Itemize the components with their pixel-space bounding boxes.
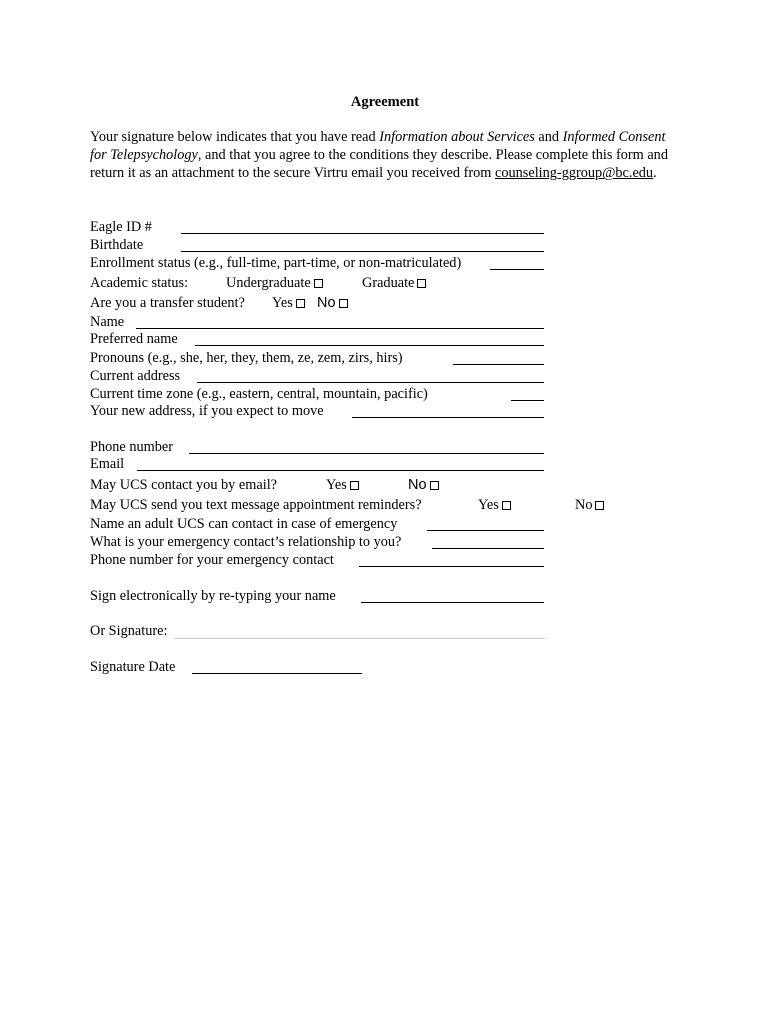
telepsychology-doc-title: Informed Consent for Telepsychology bbox=[90, 129, 666, 164]
sign-electronic-label: Sign electronically by re-typing your name bbox=[90, 588, 336, 604]
phone-field[interactable] bbox=[189, 453, 544, 454]
counseling-email-link[interactable]: counseling-ggroup@bc.edu bbox=[495, 165, 654, 182]
signature-date-field[interactable] bbox=[192, 673, 362, 674]
services-doc-title: Information about Services bbox=[379, 129, 535, 145]
transfer-label: Are you a transfer student? bbox=[90, 295, 245, 311]
intro-text-4: . bbox=[653, 165, 657, 182]
eagle-id-label: Eagle ID # bbox=[90, 219, 152, 235]
academic-status-label: Academic status: bbox=[90, 275, 189, 291]
email-label: Email bbox=[90, 456, 125, 472]
name-field[interactable] bbox=[136, 328, 544, 329]
text-no-checkbox[interactable] bbox=[595, 501, 604, 510]
graduate-option[interactable] bbox=[362, 274, 426, 292]
undergraduate-option[interactable] bbox=[226, 274, 323, 292]
transfer-no-option[interactable] bbox=[317, 294, 348, 312]
new-address-field[interactable] bbox=[352, 417, 544, 418]
emergency-name-field[interactable] bbox=[427, 530, 544, 531]
time-zone-label: Current time zone (e.g., eastern, central, mountain, pacific) bbox=[90, 386, 428, 402]
time-zone-field[interactable] bbox=[511, 400, 544, 401]
text-yes-label: Yes bbox=[478, 497, 499, 513]
transfer-no-checkbox[interactable] bbox=[339, 299, 348, 308]
graduate-label: Graduate bbox=[362, 275, 415, 291]
page-title: Agreement bbox=[350, 94, 420, 110]
text-reminders-label: May UCS send you text message appointment reminders? bbox=[90, 497, 422, 513]
contact-email-yes-checkbox[interactable] bbox=[350, 481, 359, 490]
preferred-name-field[interactable] bbox=[195, 345, 544, 346]
undergraduate-label: Undergraduate bbox=[226, 275, 311, 291]
contact-email-yes-label: Yes bbox=[326, 477, 347, 493]
text-no-option[interactable] bbox=[575, 496, 604, 514]
phone-label: Phone number bbox=[90, 439, 173, 455]
enrollment-status-field[interactable] bbox=[490, 269, 544, 270]
contact-email-no-label: No bbox=[408, 477, 427, 493]
birthdate-field[interactable] bbox=[181, 251, 544, 252]
eagle-id-field[interactable] bbox=[181, 233, 544, 234]
transfer-yes-checkbox[interactable] bbox=[296, 299, 305, 308]
contact-email-yes-option[interactable] bbox=[326, 476, 359, 494]
current-address-field[interactable] bbox=[197, 382, 544, 383]
contact-email-no-checkbox[interactable] bbox=[430, 481, 439, 490]
transfer-yes-label: Yes bbox=[272, 295, 293, 311]
contact-email-no-option[interactable] bbox=[408, 476, 439, 494]
name-label: Name bbox=[90, 314, 125, 330]
graduate-checkbox[interactable] bbox=[417, 279, 426, 288]
transfer-no-label: No bbox=[317, 295, 336, 311]
emergency-relationship-field[interactable] bbox=[432, 548, 544, 549]
text-yes-option[interactable] bbox=[478, 496, 511, 514]
undergraduate-checkbox[interactable] bbox=[314, 279, 323, 288]
text-no-label: No bbox=[575, 497, 593, 513]
new-address-label: Your new address, if you expect to move bbox=[90, 403, 324, 419]
contact-email-label: May UCS contact you by email? bbox=[90, 477, 278, 493]
emergency-relationship-label: What is your emergency contact’s relationship to you? bbox=[90, 534, 402, 550]
current-address-label: Current address bbox=[90, 368, 181, 384]
intro-text-1: Your signature below indicates that you have read bbox=[90, 129, 380, 145]
email-field[interactable] bbox=[137, 470, 544, 471]
text-yes-checkbox[interactable] bbox=[502, 501, 511, 510]
intro-text-2: and bbox=[534, 129, 563, 145]
birthdate-label: Birthdate bbox=[90, 237, 144, 253]
signature-field[interactable] bbox=[174, 638, 545, 639]
enrollment-status-label: Enrollment status (e.g., full-time, part-time, or non-matriculated) bbox=[90, 255, 462, 271]
transfer-yes-option[interactable] bbox=[272, 294, 305, 312]
sign-electronic-field[interactable] bbox=[361, 602, 544, 603]
emergency-name-label: Name an adult UCS can contact in case of emergency bbox=[90, 516, 398, 532]
emergency-phone-label: Phone number for your emergency contact bbox=[90, 552, 334, 568]
intro-text-3: , and that you agree to the conditions they describe. Please complete this form and return it as an attachment to the secure Virtru email you received from bbox=[90, 147, 668, 182]
pronouns-label: Pronouns (e.g., she, her, they, them, ze, zem, zirs, hirs) bbox=[90, 350, 403, 366]
intro-paragraph bbox=[90, 128, 682, 183]
preferred-name-label: Preferred name bbox=[90, 331, 178, 347]
emergency-phone-field[interactable] bbox=[359, 566, 544, 567]
pronouns-field[interactable] bbox=[453, 364, 544, 365]
or-signature-label: Or Signature: bbox=[90, 623, 168, 639]
signature-date-label: Signature Date bbox=[90, 659, 176, 675]
